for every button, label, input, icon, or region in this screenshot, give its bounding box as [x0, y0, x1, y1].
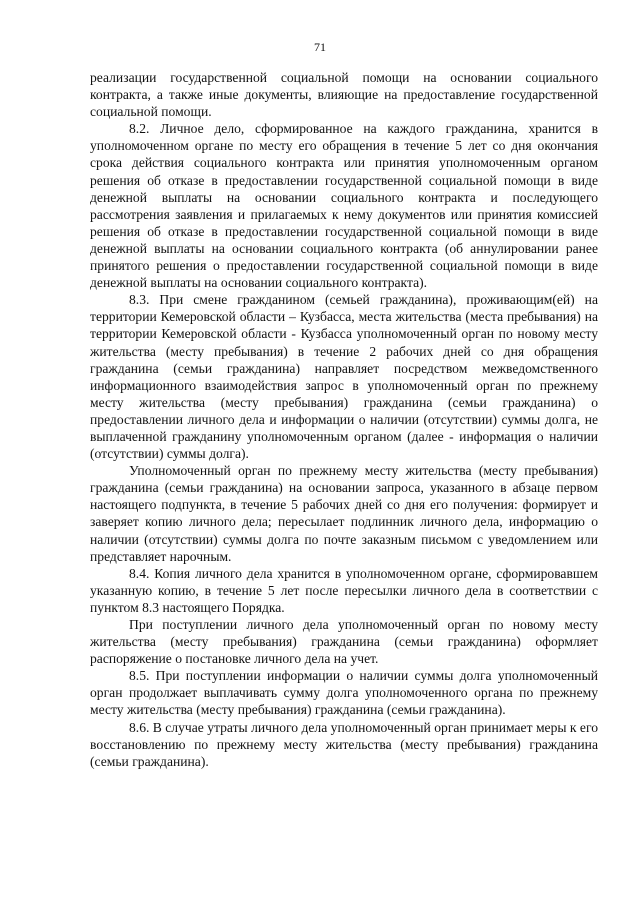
paragraph-8-4-second: При поступлении личного дела уполномоченный орган по новому месту жительства (месту пребывания) гражданина (семьи гражданина) оформляет распоряжение о постановке личного дела на учет. [90, 617, 598, 667]
paragraph-8-3-second: Уполномоченный орган по прежнему месту жительства (месту пребывания) гражданина (семьи гражданина) на основании запроса, указанного в абзаце первом настоящего подпункта, в течение 5 рабочих дней со дня его получения: формирует и заверяет копию личного дела; пересылает подлинник личного дела, информацию о наличии (отсутствии) суммы долга по почте заказным письмом с уведомлением или представляет нарочным. [90, 463, 598, 564]
document-body [90, 69, 598, 770]
paragraph-continuation: реализации государственной социальной помощи на основании социального контракта, а также иные документы, влияющие на предоставление государственной социальной помощи. [90, 70, 598, 120]
paragraph-8-2: 8.2. Личное дело, сформированное на каждого гражданина, хранится в уполномоченном органе по месту его обращения в течение 5 лет со дня окончания срока действия социального контракта или принятия уполномоченным органом решения об отказе в предоставлении государственной социальной помощи в виде денежной выплаты на основании социального контракта и последующего рассмотрения заявления и прилагаемых к нему документов или принятия комиссией решения об отказе в предоставлении государственной социальной помощи в виде денежной выплаты на основании социального контракта (об аннулировании ранее принятого решения о предоставлении государственной социальной помощи в виде денежной выплаты на основании социального контракта). [90, 121, 598, 291]
paragraph-8-6: 8.6. В случае утраты личного дела уполномоченный орган принимает меры к его восстановлению по прежнему месту жительства (месту пребывания) гражданина (семьи гражданина). [90, 719, 598, 769]
paragraph-8-5: 8.5. При поступлении информации о наличии суммы долга уполномоченный орган продолжает выплачивать сумму долга уполномоченного органа по прежнему месту жительства (месту пребывания) гражданина (семьи гражданина). [90, 668, 598, 718]
paragraph-8-4: 8.4. Копия личного дела хранится в уполномоченном органе, сформировавшем указанную копию, в течение 5 лет после пересылки личного дела в соответствии с пунктом 8.3 настоящего Порядка. [90, 565, 598, 615]
paragraph-8-3: 8.3. При смене гражданином (семьей гражданина), проживающим(ей) на территории Кемеровской области – Кузбасса, места жительства (места пребывания) на территории Кемеровской области - Кузбасса уполномоченный орган по новому месту жительства (месту пребывания) в течение 2 рабочих дней со дня обращения гражданина (семьи гражданина) направляет посредством межведомственного информационного взаимодействия запрос в уполномоченный орган по прежнему месту жительства (месту пребывания) гражданина (семьи гражданина) о предоставлении личного дела и информации о наличии (отсутствии) суммы долга, не выплаченной гражданину уполномоченным органом (далее - информация о наличии (отсутствии) суммы долга). [90, 292, 598, 462]
page-number: 71 [314, 40, 326, 54]
